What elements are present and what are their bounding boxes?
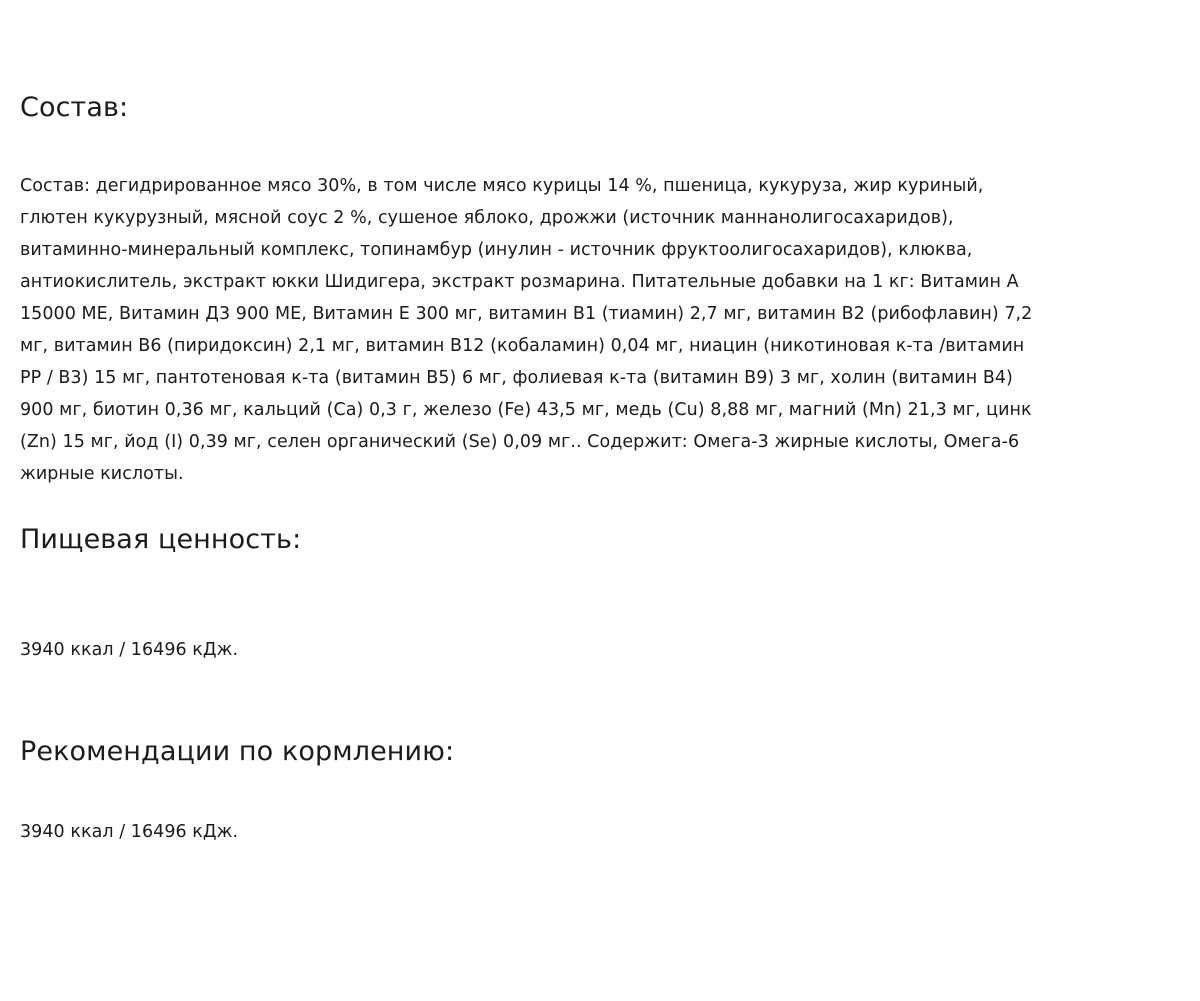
composition-line: 15000 МЕ, Витамин Д3 900 МЕ, Витамин Е 300 мг, витамин В1 (тиамин) 2,7 мг, витамин В2 (рибофлавин) 7,2	[20, 304, 1033, 324]
composition-text	[20, 170, 1180, 490]
composition-line: (Zn) 15 мг, йод (I) 0,39 мг, селен органический (Se) 0,09 мг.. Содержит: Омега-3 жирные кислоты, Омега-6	[20, 432, 1020, 452]
composition-line: витаминно-минеральный комплекс, топинамбур (инулин - источник фруктоолигосахаридов), клюква,	[20, 240, 973, 260]
nutrition-heading: Пищевая ценность:	[20, 524, 302, 555]
composition-line: 900 мг, биотин 0,36 мг, кальций (Са) 0,3 г, железо (Fe) 43,5 мг, медь (Cu) 8,88 мг, магний (Mn) 21,3 мг, цинк	[20, 400, 1032, 420]
composition-line: мг, витамин В6 (пиридоксин) 2,1 мг, витамин В12 (кобаламин) 0,04 мг, ниацин (никотиновая к-та /витамин	[20, 336, 1025, 356]
composition-heading: Состав:	[20, 92, 129, 123]
composition-line: жирные кислоты.	[20, 464, 184, 484]
composition-line: антиокислитель, экстракт юкки Шидигера, экстракт розмарина. Питательные добавки на 1 кг: Витамин А	[20, 272, 1019, 292]
feeding-heading: Рекомендации по кормлению:	[20, 736, 455, 767]
nutrition-text: 3940 ккал / 16496 кДж.	[20, 640, 239, 660]
composition-line: РР / В3) 15 мг, пантотеновая к-та (витамин В5) 6 мг, фолиевая к-та (витамин В9) 3 мг, холин (витамин В4)	[20, 368, 1013, 388]
composition-line: Состав: дегидрированное мясо 30%, в том числе мясо курицы 14 %, пшеница, кукуруза, жир куриный,	[20, 176, 984, 196]
feeding-text: 3940 ккал / 16496 кДж.	[20, 822, 239, 842]
composition-line: глютен кукурузный, мясной соус 2 %, сушеное яблоко, дрожжи (источник маннанолигосахаридов),	[20, 208, 954, 228]
